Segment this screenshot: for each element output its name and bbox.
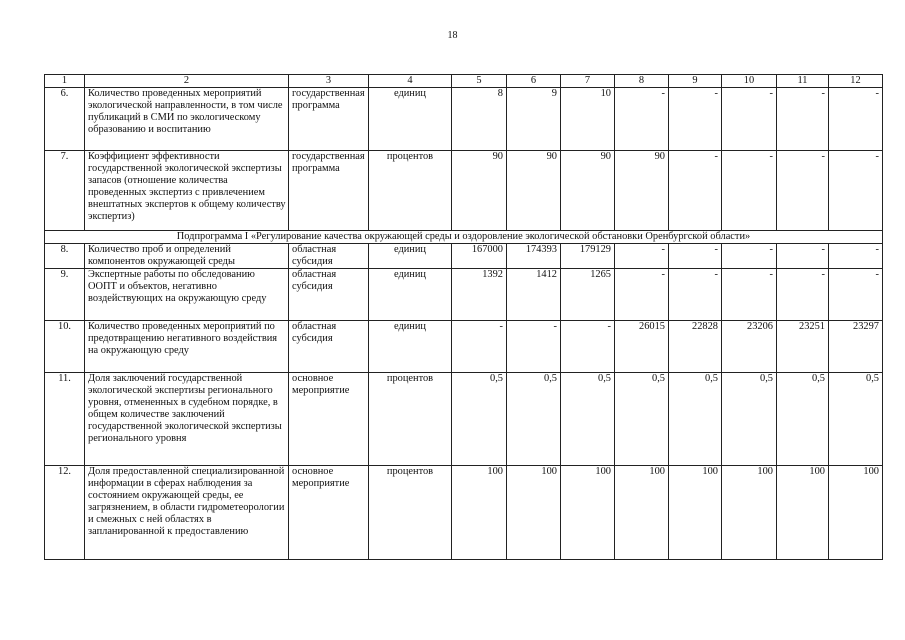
indicator-value: - xyxy=(722,244,777,269)
column-header: 6 xyxy=(507,75,561,88)
indicator-value: 100 xyxy=(507,466,561,560)
indicator-value: 100 xyxy=(561,466,615,560)
indicator-value: 167000 xyxy=(452,244,507,269)
indicator-value: 0,5 xyxy=(507,373,561,466)
row-number: 9. xyxy=(45,269,85,321)
page-number: 18 xyxy=(447,30,458,41)
table-row xyxy=(45,321,883,373)
indicator-value: - xyxy=(777,244,829,269)
unit-of-measure: процентов xyxy=(369,373,452,466)
table-row xyxy=(45,244,883,269)
indicator-value: 0,5 xyxy=(777,373,829,466)
indicator-value: 8 xyxy=(452,88,507,151)
indicator-value: 1392 xyxy=(452,269,507,321)
unit-of-measure: процентов xyxy=(369,466,452,560)
indicator-value: 100 xyxy=(452,466,507,560)
column-header: 1 xyxy=(45,75,85,88)
indicator-value: 0,5 xyxy=(615,373,669,466)
indicator-value: - xyxy=(669,88,722,151)
table-row xyxy=(45,88,883,151)
indicator-value: 100 xyxy=(669,466,722,560)
indicator-value: - xyxy=(561,321,615,373)
indicator-value: - xyxy=(829,88,883,151)
indicator-value: 1412 xyxy=(507,269,561,321)
subprogram-title: Подпрограмма I «Регулирование качества окружающей среды и оздоровление экологической обстановки Оренбургской области» xyxy=(45,231,883,244)
funding-source: областная субсидия xyxy=(289,269,369,321)
indicator-value: 10 xyxy=(561,88,615,151)
column-header: 7 xyxy=(561,75,615,88)
indicator-value: 0,5 xyxy=(561,373,615,466)
indicator-value: - xyxy=(829,269,883,321)
table-row xyxy=(45,151,883,231)
indicator-value: - xyxy=(829,151,883,231)
row-number: 6. xyxy=(45,88,85,151)
indicator-value: - xyxy=(452,321,507,373)
table-header xyxy=(45,75,883,88)
table-row xyxy=(45,373,883,466)
indicator-value: 23251 xyxy=(777,321,829,373)
indicator-value: - xyxy=(722,88,777,151)
subprogram-row xyxy=(45,231,883,244)
row-number: 7. xyxy=(45,151,85,231)
table-row xyxy=(45,269,883,321)
indicator-value: 90 xyxy=(452,151,507,231)
funding-source: основное мероприятие xyxy=(289,373,369,466)
indicator-value: 0,5 xyxy=(669,373,722,466)
indicator-value: 0,5 xyxy=(829,373,883,466)
indicator-name: Количество проведенных мероприятий по предотвращению негативного воздействия на окружающую среду xyxy=(85,321,289,373)
column-header: 10 xyxy=(722,75,777,88)
indicator-value: 100 xyxy=(722,466,777,560)
column-header: 2 xyxy=(85,75,289,88)
indicator-name: Коэффициент эффективности государственной экологической экспертизы запасов (отношение количества проведенных экспертиз с привлечением внештатных экспертов к общему количеству экспертиз) xyxy=(85,151,289,231)
funding-source: основное мероприятие xyxy=(289,466,369,560)
row-number: 10. xyxy=(45,321,85,373)
column-header: 3 xyxy=(289,75,369,88)
unit-of-measure: единиц xyxy=(369,244,452,269)
unit-of-measure: процентов xyxy=(369,151,452,231)
indicator-name: Количество проб и определений компонентов окружающей среды xyxy=(85,244,289,269)
column-header: 11 xyxy=(777,75,829,88)
indicator-value: - xyxy=(615,269,669,321)
indicator-value: - xyxy=(669,269,722,321)
table-row xyxy=(45,466,883,560)
indicator-value: - xyxy=(777,88,829,151)
unit-of-measure: единиц xyxy=(369,88,452,151)
indicator-value: - xyxy=(777,151,829,231)
funding-source: областная субсидия xyxy=(289,244,369,269)
indicator-value: - xyxy=(777,269,829,321)
indicator-name: Доля предоставленной специализированной информации в сферах наблюдения за состоянием окружающей среды, ее загрязнением, в области гидрометеорологии и смежных с ней областях в запланированной к предоставлению xyxy=(85,466,289,560)
funding-source: областная субсидия xyxy=(289,321,369,373)
row-number: 11. xyxy=(45,373,85,466)
row-number: 12. xyxy=(45,466,85,560)
row-number: 8. xyxy=(45,244,85,269)
column-header: 12 xyxy=(829,75,883,88)
indicator-value: 90 xyxy=(615,151,669,231)
indicator-value: - xyxy=(669,244,722,269)
indicator-value: - xyxy=(507,321,561,373)
indicator-value: - xyxy=(829,244,883,269)
indicator-name: Доля заключений государственной экологической экспертизы регионального уровня, отмененных в судебном порядке, в общем количестве заключений государственной экологической экспертизы регионального уровня xyxy=(85,373,289,466)
indicator-value: 100 xyxy=(777,466,829,560)
indicator-value: 179129 xyxy=(561,244,615,269)
indicator-value: 100 xyxy=(829,466,883,560)
indicator-value: 1265 xyxy=(561,269,615,321)
indicators-table xyxy=(44,74,883,560)
indicator-value: 100 xyxy=(615,466,669,560)
indicator-value: 174393 xyxy=(507,244,561,269)
indicator-value: 90 xyxy=(561,151,615,231)
header-row xyxy=(45,75,883,88)
column-header: 5 xyxy=(452,75,507,88)
unit-of-measure: единиц xyxy=(369,269,452,321)
indicator-value: - xyxy=(615,244,669,269)
indicator-value: - xyxy=(669,151,722,231)
column-header: 9 xyxy=(669,75,722,88)
indicator-value: 9 xyxy=(507,88,561,151)
indicator-value: 26015 xyxy=(615,321,669,373)
funding-source: государственная программа xyxy=(289,88,369,151)
indicator-value: 0,5 xyxy=(452,373,507,466)
unit-of-measure: единиц xyxy=(369,321,452,373)
indicator-value: - xyxy=(722,151,777,231)
column-header: 8 xyxy=(615,75,669,88)
indicator-value: - xyxy=(722,269,777,321)
column-header: 4 xyxy=(369,75,452,88)
indicator-name: Количество проведенных мероприятий экологической направленности, в том числе публикаций в СМИ по экологическому образованию и воспитанию xyxy=(85,88,289,151)
indicator-value: - xyxy=(615,88,669,151)
table-body xyxy=(45,88,883,560)
funding-source: государственная программа xyxy=(289,151,369,231)
indicator-value: 22828 xyxy=(669,321,722,373)
indicator-value: 23297 xyxy=(829,321,883,373)
indicator-name: Экспертные работы по обследованию ООПТ и объектов, негативно воздействующих на окружающую среду xyxy=(85,269,289,321)
indicator-value: 0,5 xyxy=(722,373,777,466)
indicator-value: 23206 xyxy=(722,321,777,373)
indicator-value: 90 xyxy=(507,151,561,231)
